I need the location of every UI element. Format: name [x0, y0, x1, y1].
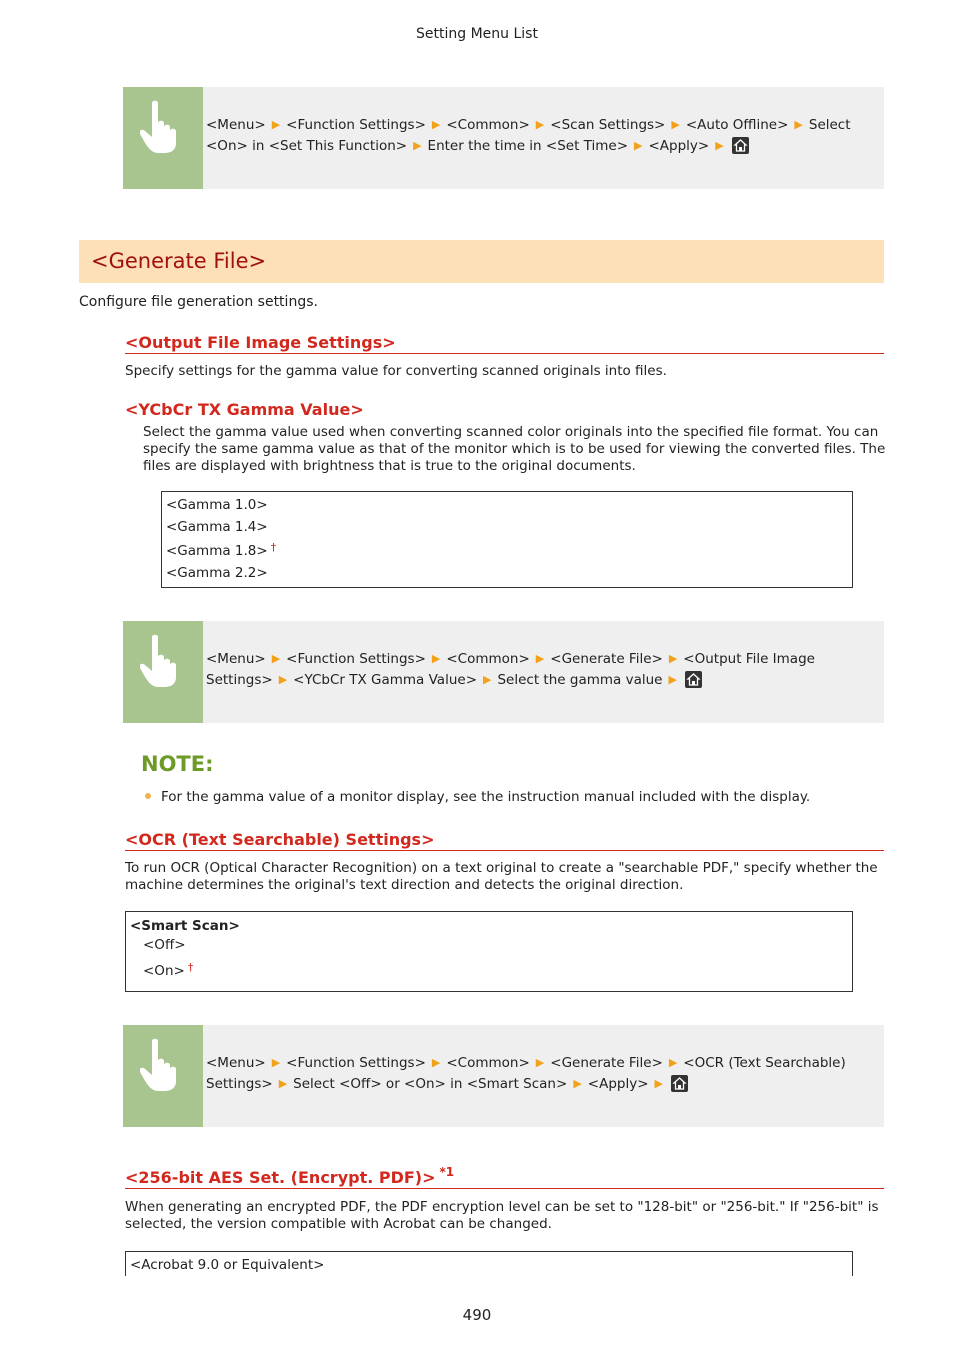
aes-description: When generating an encrypted PDF, the PDF encryption level can be set to "128-bit" or "256-bit." If "256-bit" is selected, the version compatible with Acrobat can be changed.: [125, 1199, 879, 1232]
home-key-icon: [671, 1075, 688, 1092]
heading-ocr-settings: <OCR (Text Searchable) Settings>: [125, 830, 884, 851]
step-arrow-icon: ▶: [271, 1056, 281, 1069]
pointing-hand-icon: [140, 99, 186, 155]
page-cut-mask: [0, 1276, 954, 1302]
default-marker: †: [270, 541, 277, 554]
smart-scan-title: <Smart Scan>: [130, 918, 240, 934]
option-off: <Off>: [143, 937, 186, 953]
step-arrow-icon: ▶: [535, 118, 545, 131]
step-arrow-icon: ▶: [535, 652, 545, 665]
running-header: Setting Menu List: [416, 26, 538, 42]
step-arrow-icon: ▶: [271, 652, 281, 665]
step-arrow-icon: ▶: [431, 1056, 441, 1069]
pointing-hand-icon: [140, 1037, 186, 1093]
ycbcr-description: Select the gamma value used when converting scanned color originals into the specified file format. You can specify the same gamma value as that of the monitor which is to be used for viewing the converted files. The files are displayed with brightness that is true to the original documents.: [143, 424, 886, 474]
heading-256bit-aes: <256-bit AES Set. (Encrypt. PDF)> $^{*1}$: [125, 1165, 884, 1189]
step-arrow-icon: ▶: [483, 673, 492, 686]
step-arrow-icon: ▶: [715, 139, 724, 152]
procedure-steps: <Menu> ▶ <Function Settings> ▶ <Common> ▶ <Generate File> ▶ <OCR (Text Searchable) Settings> ▶ Select <Off> or <On> in <Smart Scan> ▶ <Apply> ▶: [206, 1055, 846, 1092]
section-title: <Generate File>: [91, 249, 267, 273]
option-gamma-1-0: <Gamma 1.0>: [166, 497, 268, 513]
smart-scan-options-box: [125, 911, 853, 992]
procedure-steps: <Menu> ▶ <Function Settings> ▶ <Common> ▶ <Generate File> ▶ <Output File Image Settings> ▶ <YCbCr TX Gamma Value> ▶ Select the gamma value ▶: [206, 651, 815, 688]
step-arrow-icon: ▶: [654, 1077, 663, 1090]
step-arrow-icon: ▶: [431, 652, 441, 665]
step-arrow-icon: ▶: [634, 139, 643, 152]
step-arrow-icon: ▶: [668, 673, 677, 686]
heading-output-file-image-settings: <Output File Image Settings>: [125, 333, 884, 354]
step-arrow-icon: ▶: [535, 1056, 545, 1069]
procedure-box-auto-offline: [123, 87, 884, 189]
option-gamma-1-4: <Gamma 1.4>: [166, 519, 268, 535]
home-key-icon: [685, 671, 702, 688]
step-arrow-icon: ▶: [271, 118, 281, 131]
step-arrow-icon: ▶: [413, 139, 422, 152]
procedure-hand-panel: [123, 621, 203, 723]
page-number: 490: [462, 1306, 492, 1324]
step-arrow-icon: ▶: [794, 118, 803, 131]
option-gamma-1-8: <Gamma 1.8> †: [166, 541, 277, 559]
home-key-icon: [732, 137, 749, 154]
heading-ycbcr-tx-gamma: <YCbCr TX Gamma Value>: [125, 400, 364, 419]
pointing-hand-icon: [140, 633, 186, 689]
step-arrow-icon: ▶: [278, 1077, 288, 1090]
step-arrow-icon: ▶: [278, 673, 288, 686]
procedure-hand-panel: [123, 1025, 203, 1127]
step-arrow-icon: ▶: [671, 118, 680, 131]
gamma-options-box: [161, 491, 853, 588]
bullet-icon: [145, 793, 151, 799]
step-arrow-icon: ▶: [668, 1056, 678, 1069]
step-arrow-icon: ▶: [431, 118, 441, 131]
section-description: Configure file generation settings.: [79, 294, 318, 310]
procedure-box-ycbcr: [123, 621, 884, 723]
option-gamma-2-2: <Gamma 2.2>: [166, 565, 268, 581]
procedure-steps: <Menu> ▶ <Function Settings> ▶ <Common> ▶ <Scan Settings> ▶ <Auto Offline> ▶ Select <On> in <Set This Function> ▶ Enter the time in <Set Time> ▶ <Apply> ▶: [206, 117, 851, 154]
ocr-description: To run OCR (Optical Character Recognition) on a text original to create a "searchable PDF," specify whether the machine determines the original's text direction and detects the original direction.: [125, 860, 878, 893]
option-on: <On> †: [143, 961, 194, 979]
output-file-image-description: Specify settings for the gamma value for converting scanned originals into files.: [125, 363, 667, 379]
option-acrobat-9: <Acrobat 9.0 or Equivalent>: [130, 1257, 325, 1273]
note-text: For the gamma value of a monitor display, see the instruction manual included with the display.: [161, 789, 811, 805]
default-marker: †: [187, 961, 194, 974]
footnote-marker: *1: [439, 1165, 455, 1179]
step-arrow-icon: ▶: [573, 1077, 582, 1090]
note-title: NOTE:: [141, 752, 214, 776]
procedure-box-ocr: [123, 1025, 884, 1127]
step-arrow-icon: ▶: [668, 652, 678, 665]
procedure-hand-panel: [123, 87, 203, 189]
